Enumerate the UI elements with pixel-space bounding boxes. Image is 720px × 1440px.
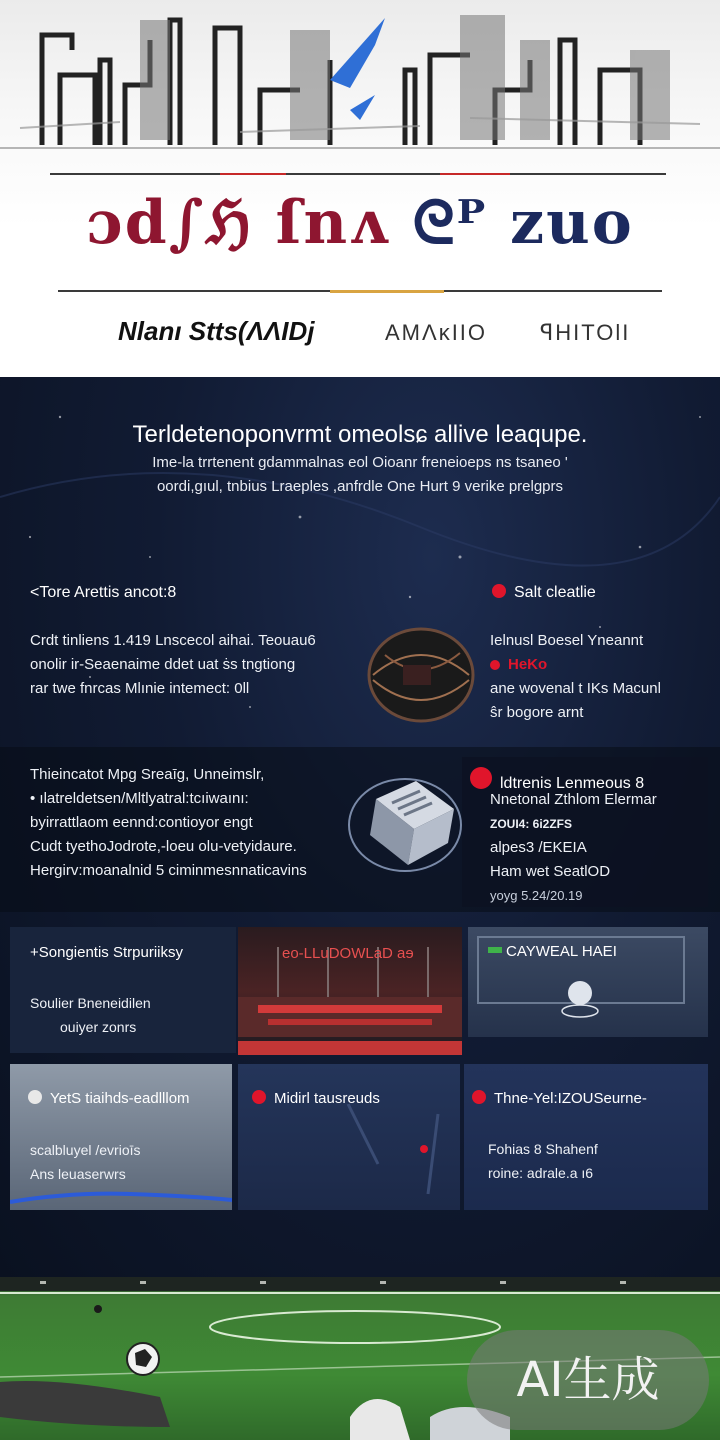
- feature-line: ZOUI4: 6i2ZFS: [490, 817, 573, 831]
- red-dot-icon: [252, 1090, 266, 1104]
- tile-text: [488, 1137, 598, 1185]
- tile-line: scalbluyel /evrioīs: [30, 1142, 141, 1158]
- white-dot-icon: [28, 1090, 42, 1104]
- feature-line: Ham wet SeatlOD: [490, 863, 611, 880]
- wave-graphic: [10, 1184, 232, 1210]
- tile-label: [28, 1090, 190, 1107]
- tile-line: Ans leuaserwrs: [30, 1166, 126, 1182]
- brand-title: [0, 188, 720, 258]
- intro-title: Terldetenoponvrmt omeolsɕ allive leaqupe.: [132, 421, 588, 448]
- green-bar-icon: [488, 947, 502, 953]
- rule-accent: [440, 173, 510, 175]
- stadium-tile[interactable]: [238, 927, 462, 1055]
- feature-text: [490, 629, 661, 725]
- header-banner: [0, 0, 720, 377]
- feature-text: [490, 788, 657, 908]
- feature-line: Thieincatot Mpg Sreaīg, Unneimslr,: [30, 766, 265, 783]
- feature-line-highlight: [490, 653, 661, 677]
- cube-icon: [346, 769, 464, 875]
- brand-title-accent: ᘓᴾ zuo: [412, 188, 634, 258]
- city-skyline-illustration: [0, 0, 720, 170]
- header-mid-rule: [58, 290, 662, 292]
- tile-label: +Songientis Strpuriiksy: [30, 944, 183, 961]
- info-tile[interactable]: [464, 1064, 708, 1210]
- tile-label-text: Thne-Yel:IZOUSeurne-: [494, 1090, 647, 1107]
- pitch-tile[interactable]: [468, 927, 708, 1037]
- brand-title-main: ɔd∫ℌ ſnᴧ: [86, 188, 413, 258]
- feature-line: Crdt tinliens 1.419 Lnscecol aihai. Teouau6: [30, 632, 316, 649]
- tile-line: ouiyer zonrs: [60, 1019, 137, 1035]
- highlight-label: HeKo: [508, 656, 548, 673]
- feature-line: alpes3 /EKEIA: [490, 839, 587, 856]
- red-dot-icon: [492, 584, 506, 598]
- tile-line: Fohias 8 Shahenf: [488, 1141, 598, 1157]
- feature-text: [30, 763, 307, 883]
- feature-line: rar twe fnrcas Mlınie intemect: 0ll: [30, 680, 250, 697]
- feature-line: yoyg 5.24/20.19: [490, 888, 583, 903]
- tile-label-text: YetS tiaihds-eadlllom: [50, 1090, 190, 1107]
- tile-label: [472, 1090, 647, 1107]
- info-tile[interactable]: [10, 1064, 232, 1210]
- feature-line: byirrattlaom eennd:contioyor engt: [30, 814, 253, 831]
- feature-line: ŝr bogore arnt: [490, 704, 584, 721]
- stadium-light-graphic: [238, 1104, 460, 1210]
- header-top-rule: [50, 173, 666, 175]
- tile-line: Soulier Bneneidilen: [30, 995, 151, 1011]
- feature-line: onolir ir-Seaenaime ddet uat ṡs tngtiong: [30, 656, 296, 673]
- intro-line: Ime-la trrtenent gdammalnas eol Oioanr freneioeps ns tsaneo ': [152, 454, 568, 471]
- tile-label-text: Midirl tausreuds: [274, 1090, 380, 1107]
- feature-line: Hergirv:moanalnid 5 ciminmesnnaticavins: [30, 862, 307, 879]
- feature-heading-text: Salt cleatlie: [514, 584, 596, 601]
- feature-heading-text: ldtrenis Lenmeous 8: [500, 775, 645, 792]
- tile-text: [30, 1138, 141, 1186]
- tile-line: roine: adrale.a ı6: [488, 1165, 594, 1181]
- info-tile[interactable]: [238, 1064, 460, 1210]
- feature-line: ane wovenal t IKs Macunl: [490, 680, 661, 697]
- info-tile[interactable]: [10, 927, 236, 1053]
- tile-label: [488, 943, 617, 960]
- subtitle-primary: Nlanı Stts(ɅɅIDj: [118, 316, 315, 346]
- feature-heading: <Tore Arettis ancot:8: [30, 584, 177, 601]
- feature-line: Nnetonal Zthlom Elermar: [490, 791, 657, 808]
- feature-line: Cudt tyethoJodrote,-loeu olu-vetyidaure.: [30, 838, 297, 855]
- tile-text: [30, 991, 151, 1039]
- subtitle-secondary: AMΛᴋIIO: [385, 320, 488, 345]
- ai-generated-watermark: AI生成: [467, 1330, 709, 1430]
- rule-gold-accent: [330, 290, 444, 293]
- tile-label: eo-LLuDOWLaD aɘ: [282, 945, 414, 962]
- feature-heading: [492, 584, 596, 602]
- feature-text: [30, 629, 316, 701]
- intro-line: oordi,gıul, tnbius Lraeples ,anfrdle One Hurt 9 verike prelgprs: [156, 478, 564, 495]
- header-subtitle-row: [0, 312, 720, 352]
- globe-icon: [365, 625, 477, 725]
- rule-accent: [220, 173, 286, 175]
- red-dot-icon: [472, 1090, 486, 1104]
- league-info-section: [0, 377, 720, 1277]
- feature-line: • ılatreldetsen/Mltlyatral:tcıiwaını:: [30, 790, 249, 807]
- red-dot-icon: [490, 660, 500, 670]
- feature-line: Ielnusl Boesel Yneannt: [490, 632, 644, 649]
- red-dot-icon: [470, 767, 492, 789]
- tile-label-text: CAYWEAL HAEI: [506, 943, 617, 960]
- subtitle-tertiary: ꟼHITOlI: [540, 320, 631, 345]
